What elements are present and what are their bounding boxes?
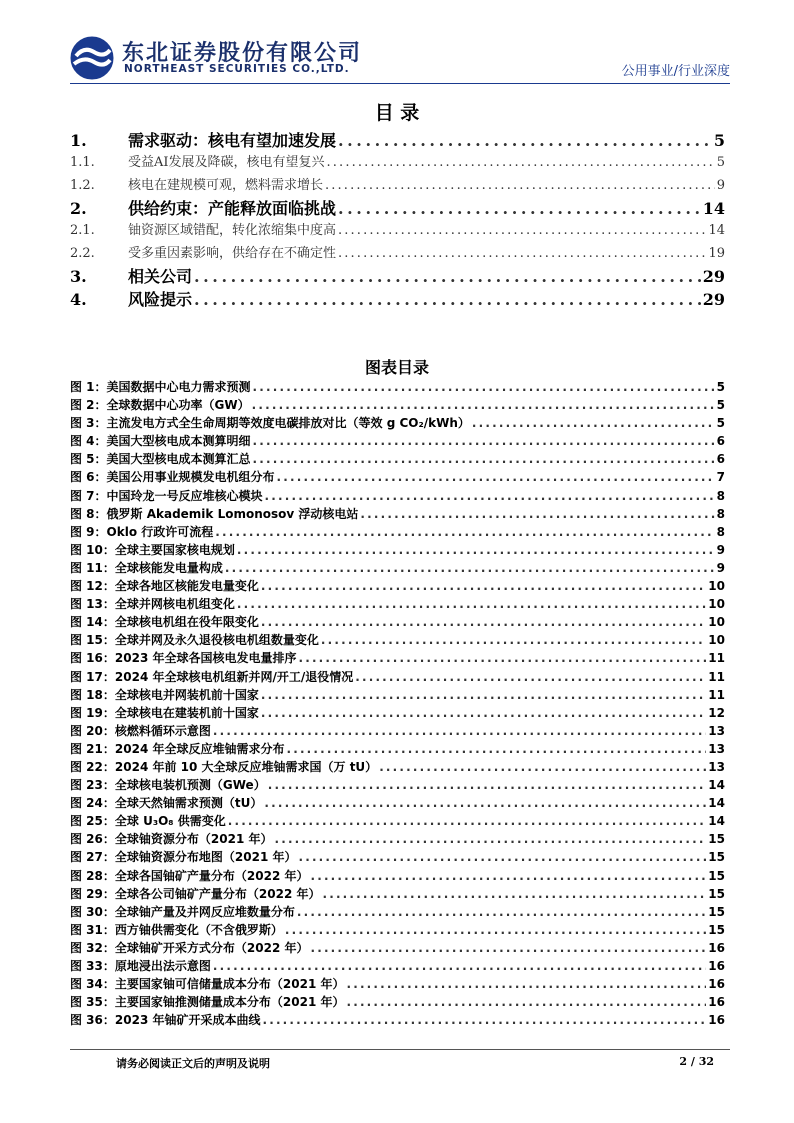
figure-text: 2024 年全球反应堆铀需求分布 <box>114 741 285 756</box>
toc-leader-dots <box>338 199 701 218</box>
figure-entry[interactable] <box>70 505 725 523</box>
toc-number: 1. <box>70 131 87 150</box>
figure-page: 16 <box>708 940 725 955</box>
toc-entry[interactable] <box>70 151 725 174</box>
figure-leader-dots <box>360 507 714 521</box>
figure-leader-dots <box>213 959 706 973</box>
figure-text: 2024 年全球核电机组新并网/开工/退役情况 <box>114 669 354 684</box>
figure-leader-dots <box>228 814 707 828</box>
company-name-cn: 东北证券股份有限公司 <box>122 41 363 66</box>
figure-page: 15 <box>708 850 725 865</box>
figure-entry[interactable] <box>70 631 725 649</box>
figure-entry[interactable] <box>70 993 725 1011</box>
figure-leader-dots <box>261 706 706 720</box>
figure-page: 15 <box>708 904 725 919</box>
figure-leader-dots <box>355 670 706 684</box>
figure-leader-dots <box>297 905 706 919</box>
figure-number: 图 15： <box>70 633 115 648</box>
figure-text: 全球 U₃O₈ 供需变化 <box>114 814 226 829</box>
figure-number: 图 28： <box>70 868 115 883</box>
figure-page: 5 <box>716 398 725 413</box>
figure-page: 10 <box>708 615 725 630</box>
figure-entry[interactable] <box>70 668 725 686</box>
figure-page: 16 <box>708 977 725 992</box>
page-header <box>70 32 730 82</box>
toc-page: 14 <box>708 223 725 238</box>
figure-number: 图 19： <box>70 705 115 720</box>
figure-page: 9 <box>716 542 725 557</box>
figure-number: 图 5： <box>70 452 107 467</box>
figure-leader-dots <box>261 579 706 593</box>
figure-number: 图 35： <box>70 995 115 1010</box>
figure-entry[interactable] <box>70 414 725 432</box>
figure-text: 主流发电方式全生命周期等效度电碳排放对比（等效 g CO₂/kWh） <box>106 416 470 431</box>
figure-page: 11 <box>708 669 725 684</box>
figure-page: 5 <box>716 380 725 394</box>
figure-text: 全球各公司铀矿产量分布（2022 年） <box>114 886 321 901</box>
toc-leader-dots <box>338 131 712 150</box>
figure-text: 全球核电装机预测（GWe） <box>114 778 266 793</box>
figure-page: 8 <box>716 524 725 539</box>
figure-leader-dots <box>472 416 715 430</box>
figure-text: 美国大型核电成本测算汇总 <box>106 452 251 467</box>
figure-number: 图 18： <box>70 687 115 702</box>
figure-text: 2023 年铀矿开采成本曲线 <box>114 1013 261 1028</box>
figure-text: 全球主要国家核电规划 <box>114 542 235 557</box>
figure-page: 15 <box>708 886 725 901</box>
figure-entry[interactable] <box>70 848 725 866</box>
toc-leader-dots <box>338 246 706 261</box>
figure-number: 图 20： <box>70 723 115 738</box>
figure-number: 图 21： <box>70 741 115 756</box>
figure-text: 主要国家铀可信储量成本分布（2021 年） <box>114 977 345 992</box>
figure-number: 图 16： <box>70 651 115 666</box>
toc-title: 目 录 <box>374 102 420 124</box>
figure-entry[interactable] <box>70 396 725 414</box>
figure-entry[interactable] <box>70 577 725 595</box>
figure-number: 图 22： <box>70 759 115 774</box>
figure-number: 图 10： <box>70 542 115 557</box>
figure-entry[interactable] <box>70 740 725 758</box>
figure-leader-dots <box>346 995 706 1009</box>
figure-text: 全球铀矿开采方式分布（2022 年） <box>114 940 309 955</box>
figure-leader-dots <box>215 525 714 539</box>
figure-page: 12 <box>708 705 725 720</box>
toc-page: 19 <box>708 245 725 261</box>
toc-number: 2.2. <box>70 245 95 261</box>
toc-text: 需求驱动：核电有望加速发展 <box>128 131 337 150</box>
figure-entry[interactable] <box>70 794 725 812</box>
figure-entry[interactable] <box>70 812 725 830</box>
toc-page: 14 <box>702 199 725 218</box>
toc-text: 铀资源区域错配，转化浓缩集中度高 <box>128 223 337 238</box>
figure-page: 11 <box>708 651 725 666</box>
figure-page: 15 <box>708 832 725 847</box>
figure-page: 13 <box>708 723 725 738</box>
figure-text: 2023 年全球各国核电发电量排序 <box>114 651 297 666</box>
figure-page: 10 <box>708 633 725 648</box>
figure-text: 核燃料循环示意图 <box>114 723 211 738</box>
figure-text: 全球铀资源分布（2021 年） <box>114 832 273 847</box>
toc-entry[interactable] <box>70 242 725 265</box>
figure-entry[interactable] <box>70 903 725 921</box>
figure-text: 主要国家铀推测储量成本分布（2021 年） <box>114 995 345 1010</box>
figure-page: 6 <box>716 452 725 467</box>
figure-leader-dots <box>253 452 715 466</box>
figure-page: 8 <box>716 506 725 521</box>
toc-leader-dots <box>327 155 715 170</box>
figure-leader-dots <box>225 561 715 575</box>
toc-leader-dots <box>338 223 706 238</box>
figures-title: 图表目录 <box>364 358 429 377</box>
toc-page: 5 <box>713 131 725 150</box>
figure-page: 10 <box>708 597 725 612</box>
figure-entry[interactable] <box>70 957 725 975</box>
figures-list <box>70 378 725 1029</box>
toc-text: 受益AI发展及降碳，核电有望复兴 <box>128 155 325 170</box>
toc-entry[interactable] <box>70 174 725 197</box>
figure-page: 14 <box>708 778 725 793</box>
figure-leader-dots <box>277 470 715 484</box>
figure-leader-dots <box>286 742 706 756</box>
toc-page: 29 <box>702 290 725 309</box>
toc-text: 供给约束：产能释放面临挑战 <box>128 199 337 218</box>
toc-leader-dots <box>194 267 701 286</box>
figure-number: 图 11： <box>70 560 115 575</box>
figure-text: 全球铀资源分布地图（2021 年） <box>114 850 297 865</box>
figure-text: 全球天然铀需求预测（tU） <box>114 796 263 811</box>
figure-leader-dots <box>310 869 706 883</box>
figure-leader-dots <box>379 760 706 774</box>
figure-number: 图 14： <box>70 615 115 630</box>
report-category: 公用事业/行业深度 <box>621 64 730 79</box>
figure-leader-dots <box>298 850 706 864</box>
figure-leader-dots <box>346 977 706 991</box>
figure-leader-dots <box>253 434 715 448</box>
figure-text: 俄罗斯 Akademik Lomonosov 浮动核电站 <box>106 506 359 521</box>
figure-number: 图 17： <box>70 669 115 684</box>
figure-number: 图 34： <box>70 977 115 992</box>
figure-text: 全球并网及永久退役核电机组数量变化 <box>114 633 319 648</box>
figure-text: 全球数据中心功率（GW） <box>106 398 250 413</box>
figure-leader-dots <box>237 597 706 611</box>
page-number: 2 / 32 <box>679 1055 714 1068</box>
figure-number: 图 27： <box>70 850 115 865</box>
figure-text: 西方铀供需变化（不含俄罗斯） <box>114 922 283 937</box>
figure-leader-dots <box>261 615 706 629</box>
figure-text: 全球核电机组在役年限变化 <box>114 615 259 630</box>
figure-entry[interactable] <box>70 776 725 794</box>
figure-page: 14 <box>708 814 725 829</box>
figure-leader-dots <box>310 941 706 955</box>
figure-entry[interactable] <box>70 559 725 577</box>
figure-number: 图 6： <box>70 470 107 485</box>
figure-number: 图 7： <box>70 488 107 503</box>
figure-leader-dots <box>213 724 706 738</box>
toc-list <box>70 128 725 310</box>
figure-page: 16 <box>708 1013 725 1028</box>
figure-entry[interactable] <box>70 468 725 486</box>
toc-page: 5 <box>716 155 725 170</box>
figure-number: 图 30： <box>70 904 115 919</box>
figure-entry[interactable] <box>70 432 725 450</box>
figure-text: 全球并网核电机组变化 <box>114 597 235 612</box>
figure-entry[interactable] <box>70 450 725 468</box>
figure-leader-dots <box>268 778 707 792</box>
toc-entry[interactable] <box>70 219 725 242</box>
figure-text: 全球核电在建装机前十国家 <box>114 705 259 720</box>
figure-number: 图 29： <box>70 886 115 901</box>
figure-leader-dots <box>252 398 715 412</box>
figure-leader-dots <box>298 651 706 665</box>
figure-number: 图 2： <box>70 398 107 413</box>
figure-page: 11 <box>708 687 725 702</box>
figure-entry[interactable] <box>70 378 725 396</box>
figure-text: 美国大型核电成本测算明细 <box>106 434 251 449</box>
header-divider <box>70 83 730 84</box>
toc-number: 2.1. <box>70 223 95 238</box>
toc-page: 9 <box>716 177 725 193</box>
figure-text: 全球核电并网装机前十国家 <box>114 687 259 702</box>
toc-leader-dots <box>325 178 715 193</box>
figure-number: 图 12： <box>70 579 115 594</box>
figure-text: 全球各地区核能发电量变化 <box>114 579 259 594</box>
figure-entry[interactable] <box>70 921 725 939</box>
figure-page: 9 <box>716 560 725 575</box>
figure-number: 图 33： <box>70 959 115 973</box>
figure-page: 16 <box>708 995 725 1010</box>
figure-entry[interactable] <box>70 975 725 993</box>
figure-text: 美国数据中心电力需求预测 <box>106 380 251 394</box>
figure-number: 图 1： <box>70 380 107 394</box>
figure-entry[interactable] <box>70 541 725 559</box>
figure-text: Oklo 行政许可流程 <box>106 524 214 539</box>
figure-text: 全球铀产量及并网反应堆数量分布 <box>114 904 295 919</box>
company-name-en: NORTHEAST SECURITIES CO.,LTD. <box>124 63 350 75</box>
figure-entry[interactable] <box>70 704 725 722</box>
figure-page: 6 <box>716 434 725 449</box>
figure-number: 图 26： <box>70 832 115 847</box>
figure-page: 16 <box>708 959 725 973</box>
figure-number: 图 24： <box>70 796 115 811</box>
figure-entry[interactable] <box>70 1011 725 1029</box>
figure-page: 7 <box>716 470 725 485</box>
figure-page: 14 <box>708 796 725 811</box>
figure-entry[interactable] <box>70 686 725 704</box>
figure-number: 图 32： <box>70 940 115 955</box>
figure-number: 图 8： <box>70 506 107 521</box>
figure-entry[interactable] <box>70 487 725 505</box>
company-logo-icon <box>70 36 114 80</box>
toc-entry[interactable] <box>70 196 725 219</box>
figure-entry[interactable] <box>70 939 725 957</box>
footer-disclaimer: 请务必阅读正文后的声明及说明 <box>116 1057 270 1070</box>
figure-entry[interactable] <box>70 867 725 885</box>
figure-entry[interactable] <box>70 595 725 613</box>
figure-page: 13 <box>708 759 725 774</box>
figure-page: 10 <box>708 579 725 594</box>
figure-leader-dots <box>265 489 715 503</box>
figure-number: 图 4： <box>70 434 107 449</box>
figure-leader-dots <box>237 543 715 557</box>
figure-text: 2024 年前 10 大全球反应堆铀需求国（万 tU） <box>114 759 378 774</box>
toc-number: 1.1. <box>70 155 95 170</box>
toc-entry[interactable] <box>70 287 725 310</box>
figure-leader-dots <box>322 887 706 901</box>
figure-number: 图 25： <box>70 814 115 829</box>
toc-number: 4. <box>70 290 87 309</box>
footer-divider <box>70 1049 730 1050</box>
figure-leader-dots <box>264 796 706 810</box>
toc-entry[interactable] <box>70 128 725 151</box>
figure-leader-dots <box>285 923 706 937</box>
figure-leader-dots <box>253 380 715 394</box>
figure-leader-dots <box>261 688 706 702</box>
toc-page: 29 <box>702 267 725 286</box>
toc-number: 1.2. <box>70 177 95 193</box>
toc-text: 核电在建规模可观，燃料需求增长 <box>128 177 324 193</box>
figure-entry[interactable] <box>70 523 725 541</box>
toc-text: 风险提示 <box>128 290 193 309</box>
figure-number: 图 36： <box>70 1013 115 1028</box>
toc-leader-dots <box>194 290 701 309</box>
figure-text: 美国公用事业规模发电机组分布 <box>106 470 275 485</box>
figure-text: 原地浸出法示意图 <box>114 959 211 973</box>
figure-number: 图 23： <box>70 778 115 793</box>
figure-leader-dots <box>321 633 706 647</box>
figure-text: 全球各国铀矿产量分布（2022 年） <box>114 868 309 883</box>
figure-leader-dots <box>262 1013 706 1027</box>
figure-text: 全球核能发电量构成 <box>114 560 223 575</box>
figure-entry[interactable] <box>70 649 725 667</box>
figure-page: 15 <box>708 922 725 937</box>
figure-leader-dots <box>274 832 706 846</box>
figure-page: 8 <box>716 488 725 503</box>
figure-entry[interactable] <box>70 830 725 848</box>
figure-page: 15 <box>708 868 725 883</box>
toc-entry[interactable] <box>70 264 725 287</box>
figure-entry[interactable] <box>70 722 725 740</box>
figure-page: 5 <box>716 416 725 431</box>
figure-entry[interactable] <box>70 758 725 776</box>
toc-text: 相关公司 <box>128 267 193 286</box>
figure-number: 图 9： <box>70 524 107 539</box>
toc-text: 受多重因素影响，供给存在不确定性 <box>128 245 337 261</box>
figure-number: 图 31： <box>70 922 115 937</box>
figure-number: 图 13： <box>70 597 115 612</box>
figure-page: 13 <box>708 741 725 756</box>
figure-text: 中国玲龙一号反应堆核心模块 <box>106 488 263 503</box>
figure-number: 图 3： <box>70 416 107 431</box>
figure-entry[interactable] <box>70 885 725 903</box>
toc-number: 2. <box>70 199 87 218</box>
toc-number: 3. <box>70 267 87 286</box>
figure-entry[interactable] <box>70 613 725 631</box>
